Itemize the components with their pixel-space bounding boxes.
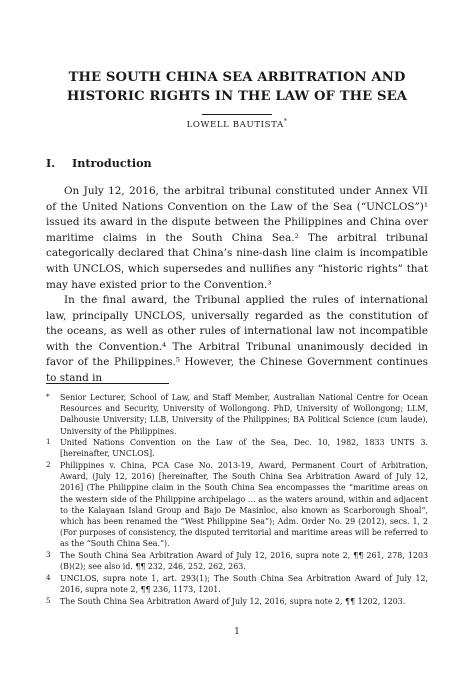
footnote-item — [46, 392, 428, 437]
title-divider — [202, 114, 272, 115]
footnote-item — [46, 550, 428, 572]
footnote-mark: * — [46, 392, 50, 401]
footnote-mark: 2 — [46, 460, 51, 469]
author-name: LOWELL BAUTISTA — [186, 120, 284, 130]
author-line — [40, 119, 434, 131]
footnotes — [46, 392, 428, 607]
section-title: Introduction — [72, 156, 152, 170]
article-title — [40, 68, 434, 106]
footnote-item — [46, 460, 428, 550]
footnote-item — [46, 573, 428, 595]
footnote-mark: 4 — [46, 572, 51, 582]
footnote-mark: 3 — [46, 550, 51, 560]
footnote-item — [46, 596, 428, 607]
footnote-divider — [46, 383, 169, 384]
footnote-item — [46, 437, 428, 459]
footnote-text: United Nations Convention on the Law of the Sea, Dec. 10, 1982, 1833 UNTS 3. [hereinafter, UNCLOS]. — [60, 438, 428, 459]
page-number: 1 — [234, 627, 240, 637]
footnote-text: Philippines v. China, PCA Case No. 2013-19, Award, Permanent Court of Arbitration, Award, (July 12, 2016) [hereinafter, The South China Sea Arbitration Award of July 12, 2016] (The Philippine claim in the South China Sea encompasses the “maritime areas on the western side of the Philippine archipelago … as the waters around, within and adjacent to the Kalayaan Island Group and Bajo De Masinloc, also known as Scarborough Shoal”, which has been renamed the “West Philippine Sea”); Adm. Order No. 29 (2012), secs. 1, 2 (For purposes of consistency, the disputed territorial and maritime areas will be referred to as the “South China Sea.”). — [60, 461, 428, 549]
section-heading — [46, 156, 152, 170]
body-paragraph-2: In the final award, the Tribunal applied the rules of international law, principally UNCLOS, universally regarded as the constitution of the oceans, as well as other rules of international law not incompatible with the Convention.⁴ The Arbitral Tribunal unanimously decided in favor of the Philippines.⁵ However, the Chinese Government continues to stand in — [46, 294, 428, 384]
footnote-mark: 1 — [46, 437, 51, 447]
title-line-2: HISTORIC RIGHTS IN THE LAW OF THE SEA — [66, 89, 408, 104]
title-line-1: THE SOUTH CHINA SEA ARBITRATION AND — [68, 70, 406, 85]
body-paragraph-1: On July 12, 2016, the arbitral tribunal constituted under Annex VII of the United Nations Convention on the Law of the Sea (“UNCLOS”)¹ issued its award in the dispute between the Philippines and China over maritime claims in the South China Sea.² The arbitral tribunal categorically declared that China’s nine-dash line claim is incompatible with UNCLOS, which supersedes and nullifies any “historic rights” that may have existed prior to the Convention.³ — [46, 185, 428, 291]
section-number: I. — [46, 156, 56, 170]
footnote-mark: 5 — [46, 595, 51, 605]
footnote-text: The South China Sea Arbitration Award of July 12, 2016, supra note 2, ¶¶ 261, 278, 1203 (B)(2); see also id. ¶¶ 232, 246, 252, 262, 263. — [60, 551, 428, 572]
footnote-text: Senior Lecturer, School of Law, and Staff Member, Australian National Centre for Ocean Resources and Security, University of Wollongong. PhD, University of Wollongong; LLM, Dalhousie University; LLB, University of the Philippines; BA Political Science (cum laude), University of the Philippines. — [60, 393, 428, 436]
footnote-text: UNCLOS, supra note 1, art. 293(1); The South China Sea Arbitration Award of July 12, 2016, supra note 2, ¶¶ 236, 1173, 1201. — [60, 573, 428, 595]
author-footnote-mark: * — [283, 118, 288, 126]
footnote-text: The South China Sea Arbitration Award of July 12, 2016, supra note 2, ¶¶ 1202, 1203. — [60, 596, 406, 606]
